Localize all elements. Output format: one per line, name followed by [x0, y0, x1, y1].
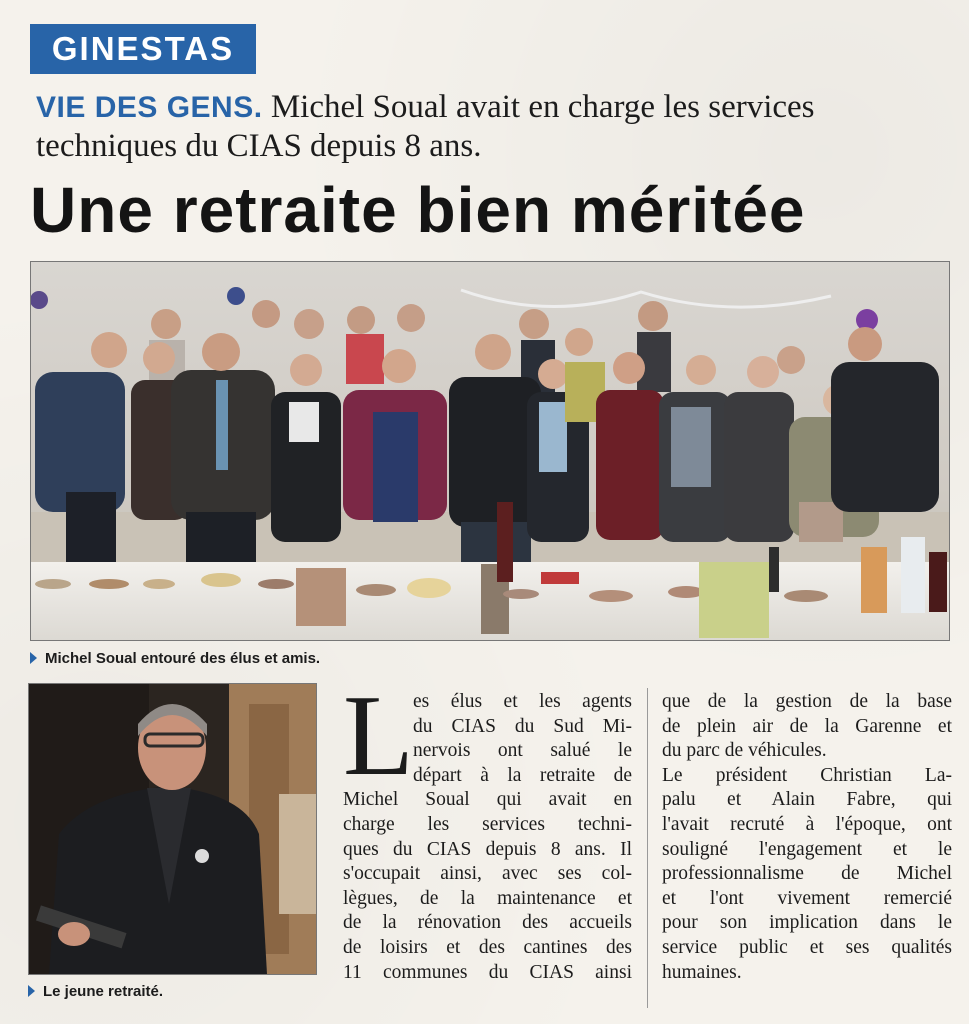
group-photo-image: [31, 262, 949, 640]
portrait-photo-caption: [28, 983, 163, 1000]
group-photo-caption: [30, 650, 320, 667]
article-line: de la rénovation des accueils: [343, 912, 632, 934]
article-column-1: [343, 690, 632, 985]
group-photo-caption-text: Michel Soual entouré des élus et amis.: [45, 650, 321, 667]
subhead-text: Michel Soual avait en charge les services techniques du CIAS depuis 8 ans.: [36, 89, 815, 164]
article-line: humaines.: [662, 961, 742, 983]
article-line: de loisirs et des cantines des: [343, 936, 632, 958]
subhead-kicker: VIE DES GENS.: [36, 91, 263, 124]
article-column-2: [662, 690, 952, 985]
article-line: palu et Alain Fabre, qui: [662, 789, 952, 811]
section-tag: [30, 24, 256, 74]
article-line: et l'ont vivement remercié: [662, 887, 952, 909]
portrait-photo: [28, 683, 317, 975]
article-line: s'occupait ainsi, avec ses col-: [343, 863, 632, 885]
article-line: service public et ses qualités: [662, 936, 952, 958]
section-label: GINESTAS: [51, 30, 235, 67]
article-line: Michel Soual qui avait en: [343, 789, 632, 811]
caption-marker-icon: [30, 652, 37, 664]
portrait-photo-caption-text: Le jeune retraité.: [43, 983, 164, 1000]
drop-cap: L: [343, 672, 414, 800]
group-photo: [30, 261, 950, 641]
article-line: Le président Christian La-: [662, 764, 952, 786]
article-line: l'avait recruté à l'époque, ont: [662, 813, 952, 835]
article-line: du parc de véhicules.: [662, 740, 827, 762]
portrait-photo-image: [29, 684, 316, 974]
article-line: souligné l'engagement et le: [662, 838, 952, 860]
article-line: de plein air de la Garenne et: [662, 715, 952, 737]
subheadline: [36, 88, 936, 165]
article-line: professionnalisme de Michel: [662, 863, 952, 885]
article-line: 11 communes du CIAS ainsi: [343, 961, 632, 983]
article-line: ques du CIAS depuis 8 ans. Il: [343, 838, 632, 860]
article-line: nervois ont salué le: [413, 740, 632, 762]
article-line: que de la gestion de la base: [662, 691, 952, 712]
article-line: du CIAS du Sud Mi-: [413, 715, 632, 737]
article-line: lègues, de la maintenance et: [343, 887, 632, 909]
article-line: départ à la retraite de: [413, 764, 632, 786]
column-divider: [647, 688, 648, 1008]
article-line: charge les services techni-: [343, 813, 632, 835]
article-line: es élus et les agents: [413, 691, 632, 712]
article-line: pour son implication dans le: [662, 912, 952, 934]
headline: Une retraite bien méritée: [30, 174, 806, 246]
caption-marker-icon: [28, 985, 35, 997]
